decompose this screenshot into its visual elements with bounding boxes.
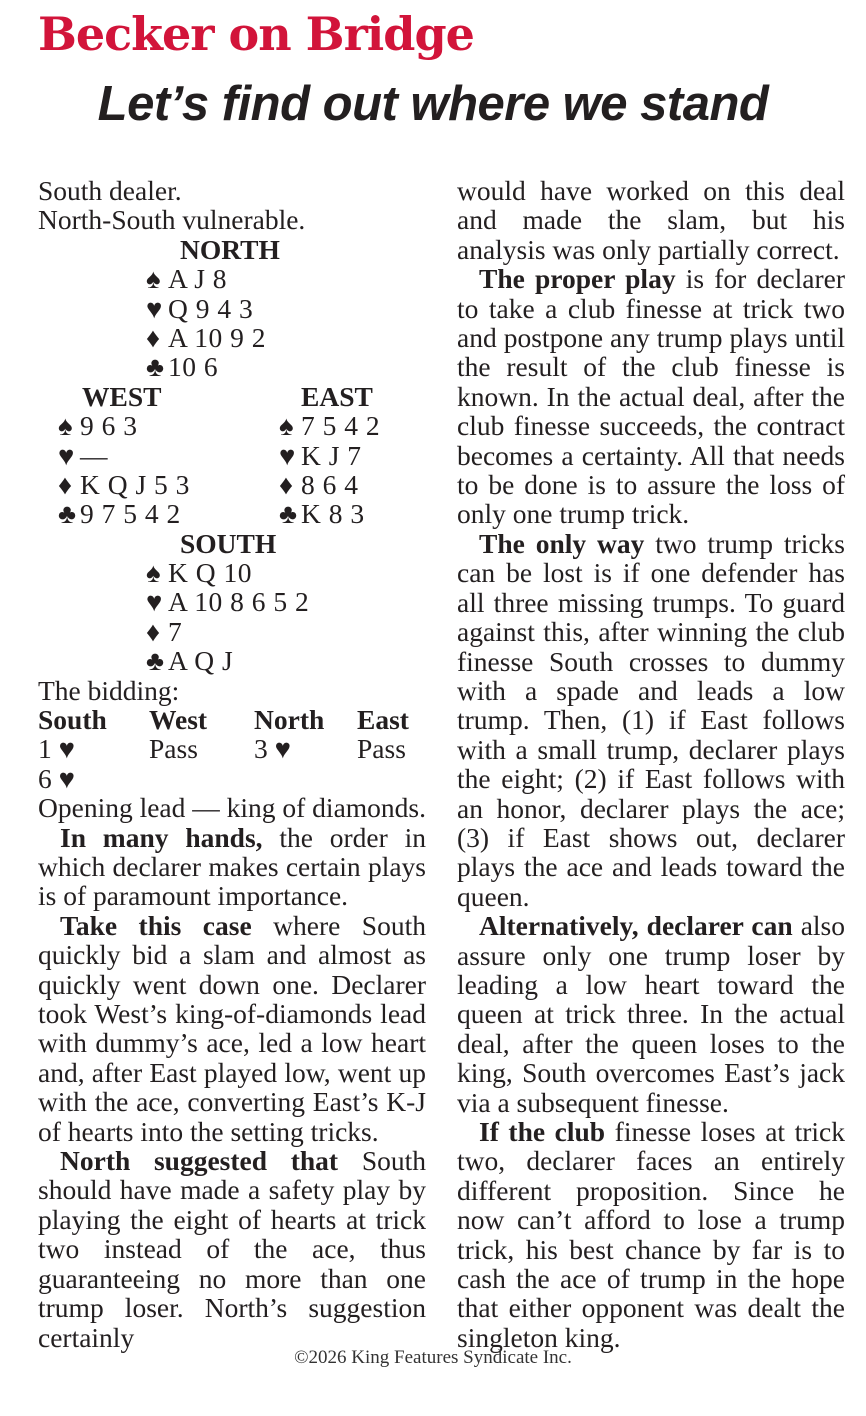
bidding-header: West (149, 704, 208, 736)
paragraph-lead: The only way (479, 527, 645, 559)
club-icon: ♣ (146, 351, 165, 383)
heart-icon: ♥ (279, 439, 296, 471)
east-spades: 7 5 4 2 (301, 410, 381, 442)
paragraph-lead: Take this case (60, 909, 252, 941)
west-clubs: 9 7 5 4 2 (80, 498, 181, 530)
bid-cell: 6 ♥ (38, 762, 75, 794)
paragraph-text: is for declarer to take a club finesse at trick two and postpone any trump plays until the result of the club finesse is known. In the actual deal, after the club finesse succeeds, the contract becomes a certainty. All that needs to be done is to assure the loss of only one trump trick. (457, 263, 846, 530)
bid-cell: 3 ♥ (254, 733, 291, 765)
diamond-icon: ♦ (58, 468, 73, 500)
article-paragraph (38, 823, 426, 911)
opening-lead: Opening lead — king of diamonds. (38, 792, 426, 824)
heart-icon: ♥ (58, 439, 75, 471)
direction-label: SOUTH (180, 527, 277, 559)
south-clubs: A Q J (168, 645, 234, 677)
paragraph-text: finesse loses at trick two, declarer faces an entirely different proposition. Since he now can’t afford to lose a trump trick, his best chance by far is to cash the ace of trump in the hope that either opponent was dealt the singleton king. (457, 1116, 846, 1353)
hand-west (38, 382, 259, 529)
paragraph-lead: In many hands, (60, 821, 263, 853)
bid-cell (149, 764, 254, 793)
south-hearts: A 10 8 6 5 2 (168, 586, 310, 618)
heart-icon: ♥ (146, 586, 163, 618)
paragraph-text: also assure only one trump loser by leading a low heart toward the queen at trick three. In the actual deal, after the queen loses to the king, South overcomes East’s jack via a subsequent finesse. (457, 910, 845, 1118)
bid-cell: Pass (357, 733, 406, 765)
west-spades: 9 6 3 (80, 410, 138, 442)
headline: Let’s find out where we stand (97, 77, 769, 131)
article-paragraph (457, 1117, 845, 1352)
article-paragraph (457, 911, 845, 1117)
bidding-header: South (38, 704, 107, 736)
paragraph-text: would have worked on this deal and made the slam, but his analysis was only partially correct. (457, 175, 845, 265)
east-clubs: K 8 3 (301, 498, 365, 530)
bid-cell: 1 ♥ (38, 733, 75, 765)
article-paragraph (38, 1146, 426, 1352)
spade-icon: ♠ (58, 410, 73, 442)
west-hearts: — (80, 439, 108, 471)
direction-label: NORTH (180, 233, 280, 265)
deal-diagram (38, 235, 426, 676)
bid-cell (254, 764, 357, 793)
bidding-table (38, 705, 426, 793)
dealer-info: South dealer. (38, 175, 182, 206)
heart-icon: ♥ (146, 292, 163, 324)
diamond-icon: ♦ (146, 615, 161, 647)
paragraph-lead: The proper play (479, 263, 676, 295)
left-column (38, 176, 426, 1352)
article-paragraph (457, 264, 845, 529)
east-hearts: K J 7 (301, 439, 362, 471)
paragraph-lead: If the club (479, 1116, 606, 1147)
diamond-icon: ♦ (146, 321, 161, 353)
diamond-icon: ♦ (279, 468, 294, 500)
south-diamonds: 7 (168, 615, 183, 647)
south-spades: K Q 10 (168, 557, 252, 589)
vulnerability-info: North-South vulnerable. (38, 204, 306, 236)
paragraph-text: South should have made a safety play by playing the eight of hearts at trick two instead of the ace, thus guaranteeing no more than one trump loser. North’s suggestion certainly (38, 1145, 426, 1353)
right-column (457, 176, 845, 1352)
north-diamonds: A 10 9 2 (168, 321, 266, 353)
hand-south (38, 529, 426, 676)
hand-east (259, 382, 426, 529)
north-clubs: 10 6 (168, 351, 219, 383)
bidding-header: East (357, 704, 409, 736)
spade-icon: ♠ (146, 557, 161, 589)
bidding-header: North (254, 704, 325, 736)
bid-cell (357, 764, 426, 793)
west-diamonds: K Q J 5 3 (80, 468, 190, 500)
direction-label: WEST (82, 380, 162, 412)
paragraph-text: where South quickly bid a slam and almost as quickly went down one. Declarer took West’s king-of-diamonds lead with dummy’s ace, led a low heart and, after East played low, went up with the ace, converting East’s K-J of hearts into the setting tricks. (38, 909, 426, 1147)
spade-icon: ♠ (279, 410, 294, 442)
paragraph-lead: Alternatively, declarer can (479, 910, 793, 942)
copyright-footer: ©2026 King Features Syndicate Inc. (294, 1347, 572, 1368)
bid-cell: Pass (149, 733, 198, 765)
masthead-title: Becker on Bridge (38, 7, 474, 61)
article-paragraph (38, 911, 426, 1146)
paragraph-text: the order in which declarer makes certain plays is of paramount importance. (38, 821, 426, 912)
hand-north (38, 235, 426, 382)
club-icon: ♣ (146, 645, 165, 677)
article-paragraph (457, 529, 845, 911)
club-icon: ♣ (279, 498, 298, 530)
bidding-title: The bidding: (38, 674, 180, 706)
paragraph-text: two trump tricks can be lost is if one defender has all three missing trumps. To guard against this, after winning the club finesse South crosses to dummy with a spade and leads a low trump. Then, (1) if East follows with a small trump, declarer plays the eight; (2) if East follows with an honor, declarer plays the ace; (3) if East shows out, declarer plays the ace and leads toward the queen. (457, 527, 845, 912)
club-icon: ♣ (58, 498, 77, 530)
spade-icon: ♠ (146, 263, 161, 295)
north-hearts: Q 9 4 3 (168, 292, 254, 324)
north-spades: A J 8 (168, 263, 228, 295)
direction-label: EAST (301, 380, 373, 412)
article-paragraph (457, 176, 845, 264)
paragraph-lead: North suggested that (60, 1145, 339, 1177)
east-diamonds: 8 6 4 (301, 468, 359, 500)
